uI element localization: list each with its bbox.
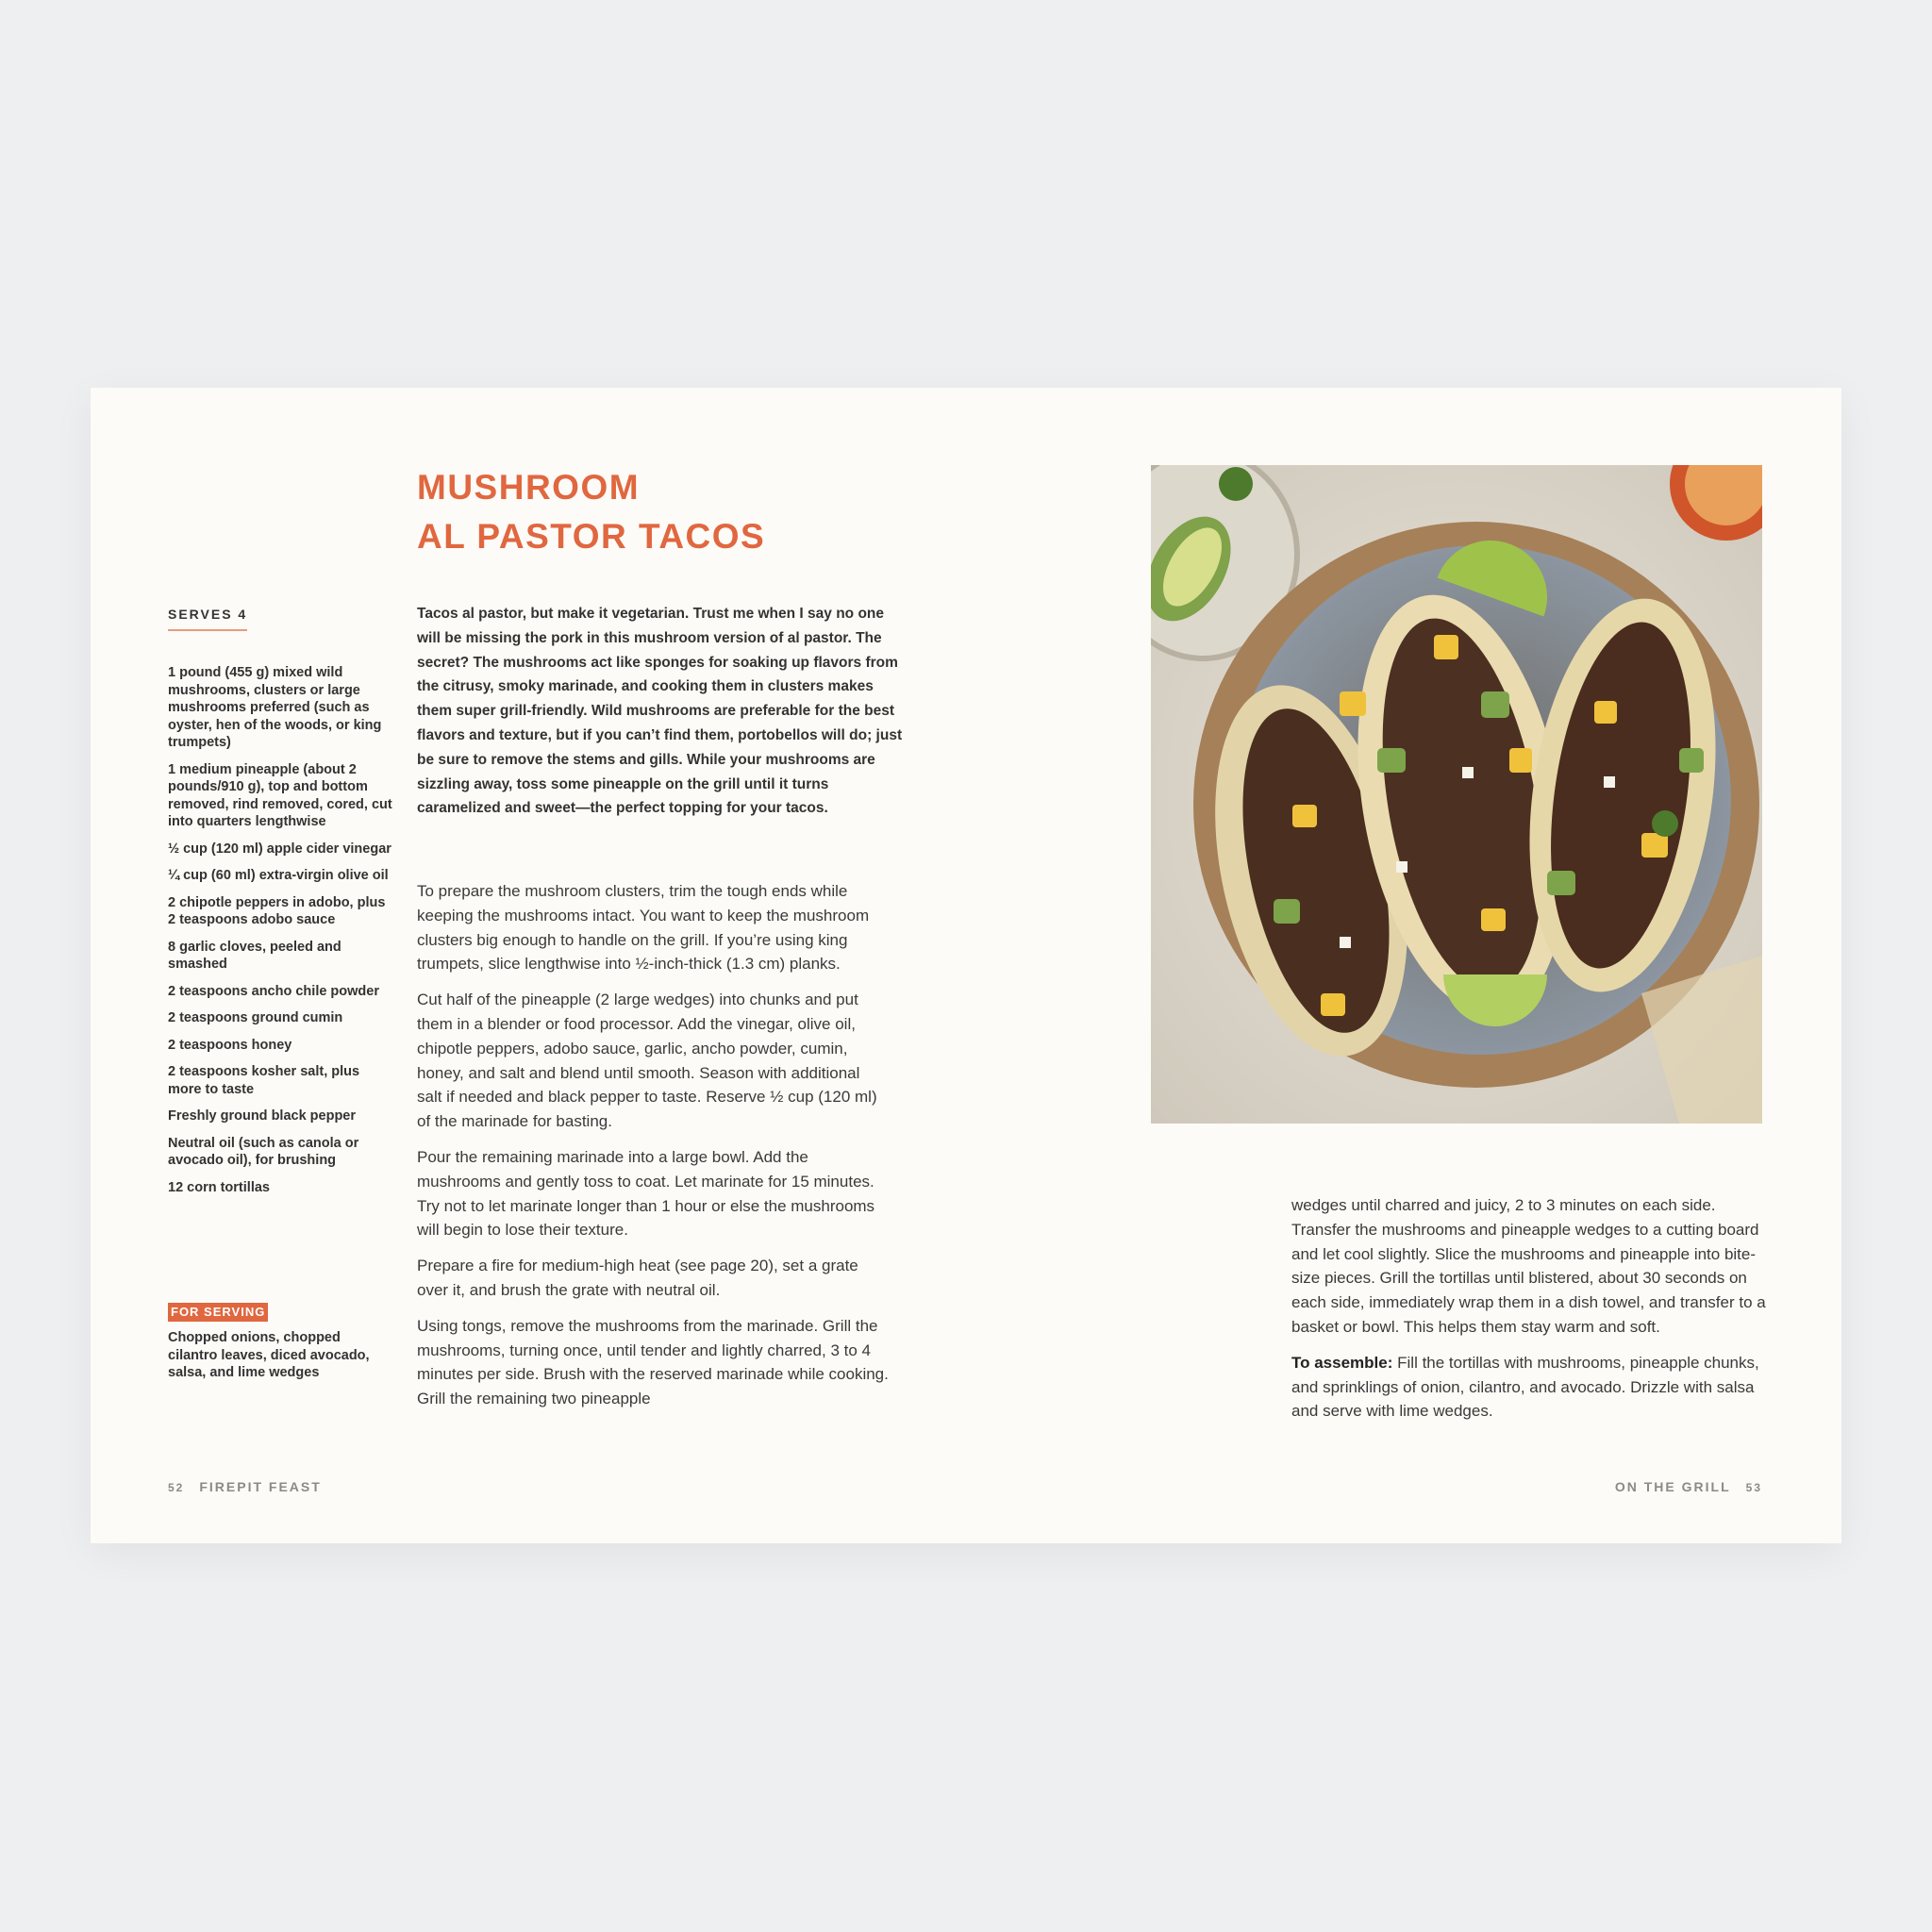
step-continued: wedges until charred and juicy, 2 to 3 minutes on each side. Transfer the mushrooms and pineapple wedges to a cutting board and let cool slightly. Slice the mushrooms and pineapple into bite-size pieces. Grill the tortillas until blistered, about 30 seconds on each side, immediately wrap them in a dish towel, and transfer to a basket or bowl. This helps them stay warm and soft. [1291, 1196, 1766, 1336]
ingredients-list [168, 664, 394, 1206]
ingredient-item: 2 teaspoons ancho chile powder [168, 983, 379, 999]
ingredient-item: Neutral oil (such as canola or avocado oil), for brushing [168, 1135, 359, 1168]
assemble-text: Fill the tortillas with mushrooms, pineapple chunks, and sprinklings of onion, cilantro, and avocado. Drizzle with salsa and serve with lime wedges. [1291, 1353, 1759, 1421]
for-serving-text: Chopped onions, chopped cilantro leaves, diced avocado, salsa, and lime wedges [168, 1330, 370, 1380]
footer-left [168, 1479, 322, 1494]
page-number-left: 52 [168, 1481, 185, 1494]
tacos-photo [1151, 465, 1762, 1124]
ingredient-item: 2 teaspoons ground cumin [168, 1010, 343, 1025]
ingredient-item: 12 corn tortillas [168, 1179, 270, 1195]
method-left-column [417, 879, 889, 1423]
recipe-intro: Tacos al pastor, but make it vegetarian. Trust me when I say no one will be missing the pork in this mushroom version of al pastor. The secret? The mushrooms act like sponges for soaking up flavors from the citrusy, smoky marinade, and cooking them in clusters makes them super grill-friendly. Wild mushrooms are preferable for the best flavors and texture, but if you can’t find them, portobellos will do; just be sure to remove the stems and gills. While your mushrooms are sizzling away, toss some pineapple on the grill until it turns caramelized and sweet—the perfect topping for your tacos. [417, 606, 903, 817]
serves-label: SERVES 4 [168, 607, 247, 631]
assemble-paragraph [1291, 1351, 1777, 1424]
ingredient-item: 1 pound (455 g) mixed wild mushrooms, clusters or large mushrooms preferred (such as oyster, hen of the woods, or king trumpets) [168, 665, 382, 750]
assemble-label: To assemble: [1291, 1353, 1393, 1372]
ingredient-item: 2 teaspoons kosher salt, plus more to taste [168, 1064, 360, 1097]
step-4: Prepare a fire for medium-high heat (see page 20), set a grate over it, and brush the grate with neutral oil. [417, 1257, 858, 1299]
chapter-title: ON THE GRILL [1614, 1479, 1731, 1494]
title-line-2: AL PASTOR TACOS [417, 517, 766, 556]
ingredient-item: 2 teaspoons honey [168, 1037, 292, 1053]
ingredient-item: 1 medium pineapple (about 2 pounds/910 g), top and bottom removed, rind removed, cored, cut into quarters lengthwise [168, 761, 392, 829]
book-spread [91, 388, 1841, 1543]
for-serving-label: FOR SERVING [168, 1303, 268, 1322]
step-3: Pour the remaining marinade into a large bowl. Add the mushrooms and gently toss to coat. Let marinate for 15 minutes. Try not to let marinate longer than 1 hour or else the mushrooms will begin to lose their texture. [417, 1147, 875, 1240]
step-2: Cut half of the pineapple (2 large wedges) into chunks and put them in a blender or food processor. Add the vinegar, olive oil, chipotle peppers, adobo sauce, garlic, ancho powder, cumin, honey, and salt and blend until smooth. Season with additional salt if needed and black pepper to taste. Reserve ½ cup (120 ml) of the marinade for basting. [417, 991, 877, 1131]
ingredient-item: ½ cup (120 ml) apple cider vinegar [168, 841, 391, 857]
ingredient-item: 8 garlic cloves, peeled and smashed [168, 939, 341, 972]
ingredient-item: 2 chipotle peppers in adobo, plus 2 teaspoons adobo sauce [168, 894, 386, 927]
step-1: To prepare the mushroom clusters, trim the tough ends while keeping the mushrooms intact. You want to keep the mushroom clusters big enough to handle on the grill. If you’re using king trumpets, slice lengthwise into ½-inch-thick (1.3 cm) planks. [417, 882, 870, 974]
footer-right [1615, 1479, 1762, 1494]
step-5: Using tongs, remove the mushrooms from the marinade. Grill the mushrooms, turning once, until tender and lightly charred, 3 to 4 minutes per side. Brush with the reserved marinade while cooking. Grill the remaining two pineapple [417, 1316, 889, 1408]
title-line-1: MUSHROOM [417, 468, 641, 507]
ingredient-item: ¼ cup (60 ml) extra-virgin olive oil [168, 868, 389, 883]
book-title: FIREPIT FEAST [199, 1479, 322, 1494]
ingredient-item: Freshly ground black pepper [168, 1108, 357, 1124]
page-number-right: 53 [1745, 1481, 1762, 1494]
recipe-title [417, 463, 765, 561]
method-right-column [1291, 1193, 1777, 1435]
